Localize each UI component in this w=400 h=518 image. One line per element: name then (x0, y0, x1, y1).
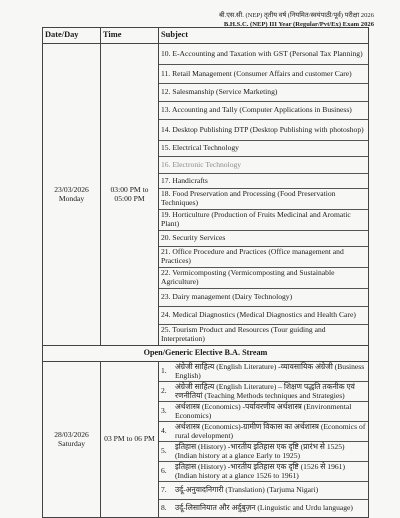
elective-number: 5. (161, 446, 167, 456)
exam-schedule-table (42, 27, 369, 518)
column-header-subject: Subject (159, 28, 369, 44)
table-header-row (43, 28, 369, 44)
column-header-time: Time (101, 28, 159, 44)
elective-number: 3. (161, 406, 167, 416)
schedule-block-2 (43, 362, 369, 518)
subject-item: 18. Food Preservation and Processing (Food Preservation Techniques) (159, 188, 368, 209)
subject-item: 22. Vermicomposting (Vermicomposting and Sustainable Agriculture) (159, 267, 368, 288)
elective-number: 7. (161, 485, 167, 495)
elective-text: अर्थशास्त्र (Economics)-ग्रामीण विकास का अर्थशास्त्र (Economics of rural development) (175, 421, 366, 440)
section-header-row (43, 346, 369, 362)
elective-number: 4. (161, 426, 167, 436)
header-english-line: B.H.S.C. (NEP) III Year (Regular/Pvt/Ex) Exam 2026 (223, 21, 374, 28)
schedule-block-1 (43, 44, 369, 346)
subject-item: 20. Security Services (159, 230, 368, 246)
subject-item: 17. Handicrafts (159, 173, 368, 188)
elective-item (159, 461, 368, 481)
elective-item (159, 441, 368, 461)
elective-text: इतिहास (History) -भारतीय इतिहास एक दृष्टि (प्रारंभ से 1525) (Indian history at a glance Early to 1925) (175, 441, 345, 460)
elective-number: 2. (161, 386, 167, 396)
elective-text: उर्दू-लिसानियात और अर्दुबुज़न (Linguistic and Urdu language) (175, 503, 353, 513)
subject-item: 10. E-Accounting and Taxation with GST (Personal Tax Planning) (161, 48, 363, 58)
elective-number: 8. (161, 503, 167, 513)
elective-item (159, 421, 368, 441)
subject-item: 11. Retail Management (Consumer Affairs and customer Care) (159, 64, 368, 83)
subject-list (159, 362, 369, 518)
subject-item: 15. Electrical Technology (159, 140, 368, 156)
elective-item (159, 499, 368, 517)
exam-date-cell (43, 362, 101, 518)
elective-item (159, 362, 368, 381)
subject-item: 12. Salesmanship (Service Marketing) (159, 83, 368, 101)
subject-list (159, 44, 369, 346)
elective-number: 1. (161, 366, 167, 376)
exam-day: Monday (58, 193, 85, 203)
elective-item (159, 481, 368, 499)
exam-date-cell (43, 44, 101, 346)
subject-item: 16. Electronic Technology (159, 156, 368, 173)
subject-item: 19. Horticulture (Production of Fruits Medicinal and Aromatic Plant) (159, 209, 368, 230)
elective-text: अर्थशास्त्र (Economics) -पर्यावरणीय अर्थशास्त्र (Environmental Economics) (175, 401, 352, 420)
elective-text: अंग्रेजी साहित्य (English Literature) – शिक्षण पद्धति तकनीक एवं रणनीतियां (Teaching Methods techniques and Strategies) (175, 381, 355, 400)
subject-item: 23. Dairy management (Dairy Technology) (159, 288, 368, 306)
subject-item: 14. Desktop Publishing DTP (Desktop Publishing with photoshop) (159, 119, 368, 140)
subject-item: 24. Medical Diagnostics (Medical Diagnostics and Health Care) (159, 306, 368, 324)
exam-time-cell: 03 PM to 06 PM (101, 362, 159, 518)
elective-item (159, 401, 368, 421)
exam-day: Saturday (58, 438, 85, 448)
exam-date: 28/03/2026 (54, 429, 89, 439)
elective-item (159, 381, 368, 401)
exam-date: 23/03/2026 (54, 184, 89, 194)
exam-time-cell: 03:00 PM to 05:00 PM (101, 44, 159, 346)
elective-text: इतिहास (History) -भारतीय इतिहास एक दृष्टि (1526 से 1961) (Indian history at a glance 1526 to 1961) (175, 461, 346, 480)
column-header-date: Date/Day (43, 28, 101, 44)
subject-item: 13. Accounting and Tally (Computer Applications in Business) (159, 101, 368, 119)
section-title: Open/Generic Elective B.A. Stream (43, 346, 369, 362)
subject-item: 21. Office Procedure and Practices (Office management and Practices) (159, 246, 368, 267)
elective-text: उर्दू-अनुवादनिगारी (Translation) (Tarjuma Nigari) (175, 485, 319, 495)
elective-number: 6. (161, 466, 167, 476)
subject-item: 25. Tourism Product and Resources (Tour guiding and Interpretation) (159, 324, 368, 345)
elective-text: अंग्रेजी साहित्य (English Literature) -व्यावसायिक अंग्रेजी (Business English) (175, 362, 365, 380)
header-hindi-line: बी.एस.सी. (NEP) तृतीय वर्ष (नियमित/स्वयंपाठी/पूर्व) परीक्षा 2026 (219, 12, 374, 19)
